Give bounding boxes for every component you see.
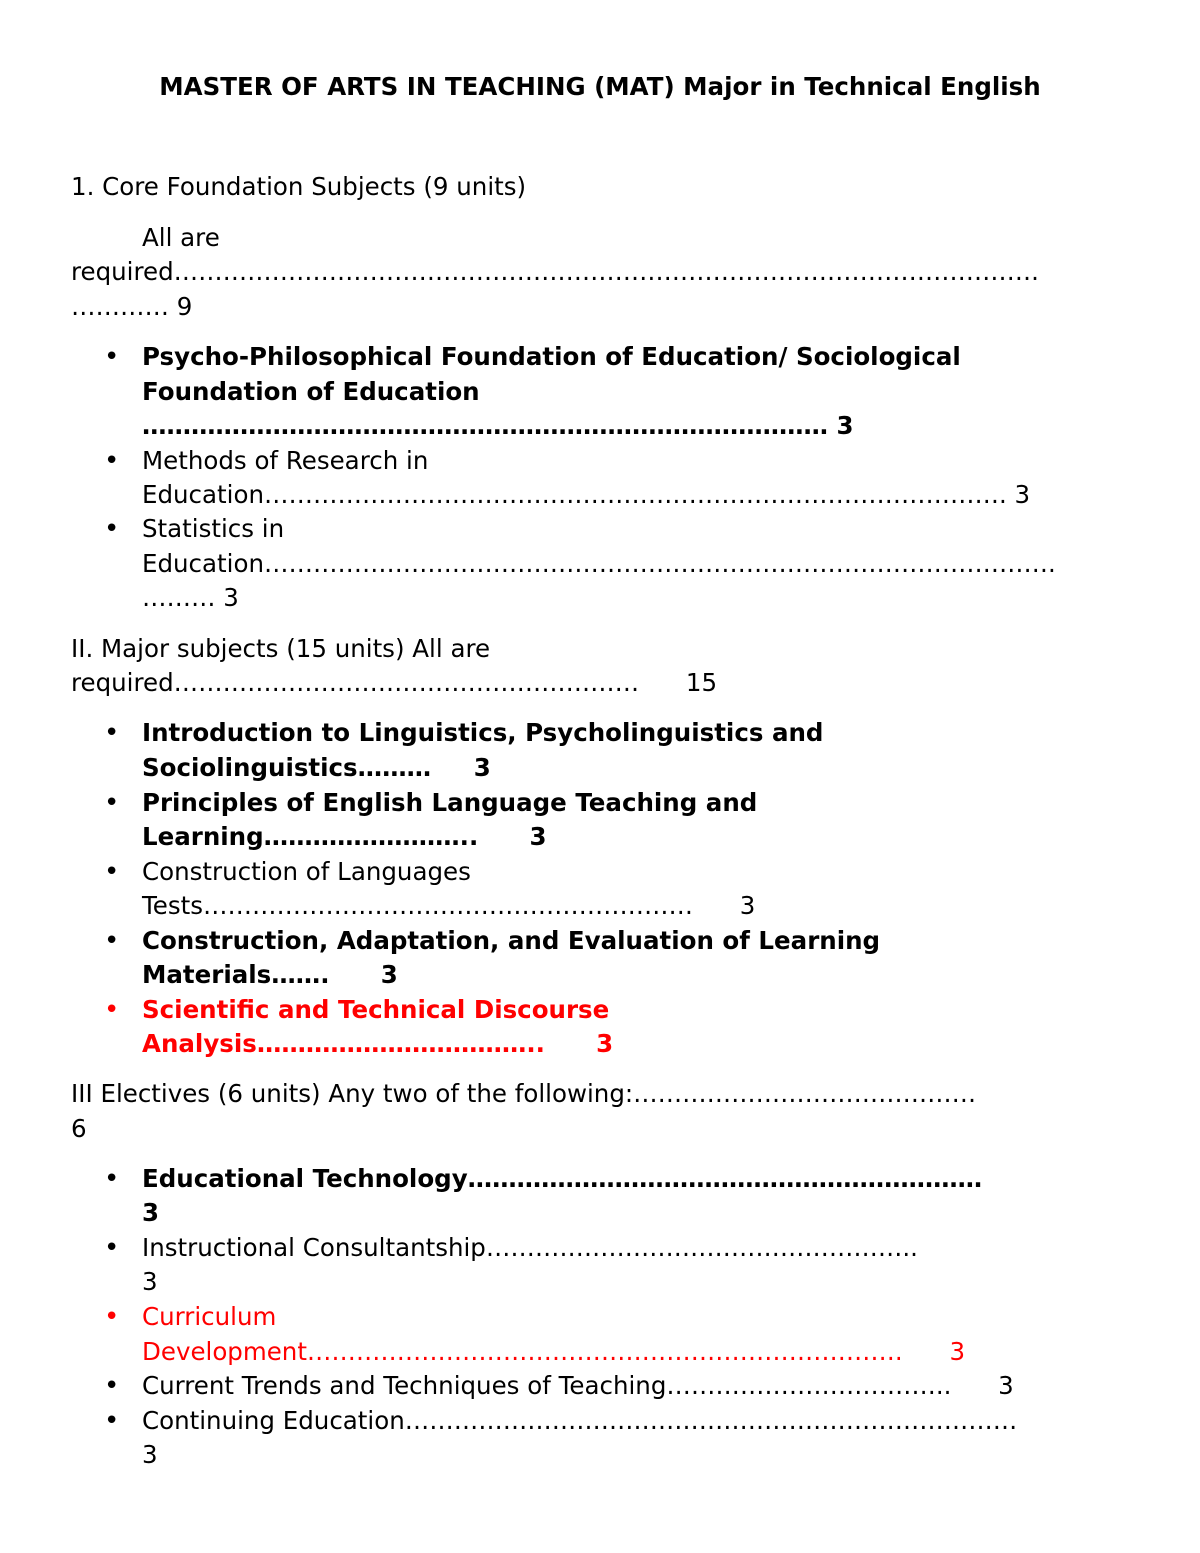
bullet-icon: •	[104, 514, 120, 544]
bullet-icon: •	[104, 926, 120, 956]
bullet-icon: •	[104, 1164, 120, 1194]
course-name: Continuing Education…………………………………………………………………	[142, 1406, 1018, 1435]
course-name: Construction, Adaptation, and Evaluation of Learning	[142, 926, 881, 955]
bullet-icon: •	[104, 1233, 120, 1263]
section1-requirement-line3: ………… 9	[71, 292, 193, 321]
course-name: Introduction to Linguistics, Psycholinguistics and	[142, 718, 824, 747]
course-name: Methods of Research in	[142, 446, 429, 475]
section3-heading: III Electives (6 units) Any two of the following:……………………………………	[71, 1079, 977, 1108]
course-units: 3	[142, 1198, 160, 1227]
bullet-icon: •	[104, 446, 120, 476]
course-units: Tests…………………………………………………… 3	[142, 891, 756, 920]
section1-heading: 1. Core Foundation Subjects (9 units)	[71, 172, 527, 201]
bullet-icon: •	[104, 1371, 120, 1401]
bullet-icon: •	[104, 995, 120, 1025]
course-units: Sociolinguistics……… 3	[142, 753, 491, 782]
section2-heading: II. Major subjects (15 units) All are	[71, 634, 491, 663]
course-name: Current Trends and Techniques of Teaching…………………………….. 3	[142, 1371, 1014, 1400]
section1-requirement-line2: required…………………………………………………………………………………………….	[71, 257, 1039, 286]
course-name: Psycho-Philosophical Foundation of Education/ Sociological	[142, 342, 961, 371]
course-units: ……… 3	[142, 583, 239, 612]
course-name-continued: Foundation of Education	[142, 377, 480, 406]
bullet-icon: •	[104, 788, 120, 818]
bullet-icon: •	[104, 857, 120, 887]
course-name: Scientific and Technical Discourse	[142, 995, 610, 1024]
course-units: Materials……. 3	[142, 960, 398, 989]
course-units: 3	[142, 1267, 158, 1296]
course-units: ………………………………………………………………………… 3	[142, 411, 854, 440]
bullet-icon: •	[104, 1302, 120, 1332]
course-units: Analysis…………………………….. 3	[142, 1029, 614, 1058]
course-name: Educational Technology………………………………………………………	[142, 1164, 983, 1193]
course-units: Development………………………………………………………………. 3	[142, 1337, 966, 1366]
course-name: Statistics in	[142, 514, 285, 543]
course-units: Learning…………………….. 3	[142, 822, 547, 851]
page-title: MASTER OF ARTS IN TEACHING (MAT) Major in Technical English	[159, 72, 1041, 101]
bullet-icon: •	[104, 718, 120, 748]
section1-requirement-line1: All are	[142, 223, 220, 252]
course-name: Principles of English Language Teaching and	[142, 788, 758, 817]
bullet-icon: •	[104, 1406, 120, 1436]
section3-units: 6	[71, 1114, 87, 1143]
course-units: Education………………………………………………………………………………. 3	[142, 480, 1031, 509]
course-name: Curriculum	[142, 1302, 277, 1331]
course-name: Construction of Languages	[142, 857, 471, 886]
section2-requirement: required………………………………………………… 15	[71, 668, 718, 697]
course-name: Instructional Consultantship……………………………………………..	[142, 1233, 918, 1262]
course-units: 3	[142, 1440, 158, 1469]
course-name-continued: Education…………………………………………………………………………………….	[142, 549, 1056, 578]
bullet-icon: •	[104, 342, 120, 372]
